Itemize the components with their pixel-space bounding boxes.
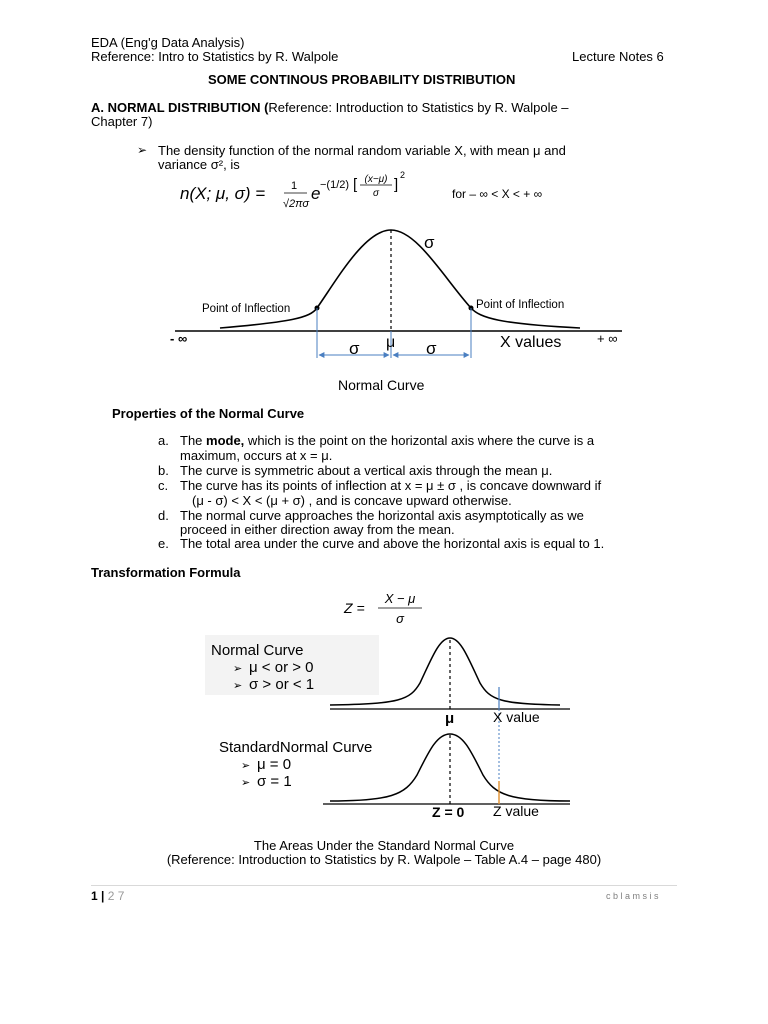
properties-heading: Properties of the Normal Curve <box>112 406 305 421</box>
svg-text:[: [ <box>353 176 358 193</box>
formula-coef-num: 1 <box>290 180 298 192</box>
std-bullet1-icon: ➢ <box>241 760 251 772</box>
property-e-letter: e. <box>158 536 169 551</box>
inflection-left-label: Point of Inflection <box>202 303 291 315</box>
x-value-label: X value <box>493 709 540 725</box>
table-caption-line2: (Reference: Introduction to Statistics by R. Walpole – Table A.4 – page 480) <box>166 852 602 867</box>
property-c-line2: (μ - σ) < X < (μ + σ) , and is concave upward otherwise. <box>192 493 512 508</box>
svg-text:]: ] <box>394 176 399 193</box>
normal-bullet1-icon: ➢ <box>233 663 243 675</box>
header-line1: EDA (Eng'g Data Analysis) <box>91 35 245 50</box>
property-e-text: The total area under the curve and above the horizontal axis is equal to 1. <box>180 536 605 551</box>
normal-curve-figure <box>160 218 640 398</box>
property-d-line1: The normal curve approaches the horizontal axis asymptotically as we <box>180 508 584 523</box>
bullet-arrow-icon: ➢ <box>137 143 148 157</box>
property-a-letter: a. <box>158 433 169 448</box>
z-numerator: X − μ <box>384 591 416 606</box>
std-bullet2-icon: ➢ <box>241 777 251 789</box>
section-a-ref: Reference: Introduction to Statistics by R. Walpole – <box>268 100 569 115</box>
section-a-bold: A. NORMAL DISTRIBUTION ( <box>91 100 269 115</box>
footer-author: c b l a m s i s <box>606 891 659 901</box>
property-a-text-2: which is the point on the horizontal axis where the curve is a <box>244 433 595 448</box>
table-caption-line1: The Areas Under the Standard Normal Curve <box>253 838 515 853</box>
normal-curve-caption: Normal Curve <box>338 377 425 393</box>
header-lecture: Lecture Notes 6 <box>572 49 664 64</box>
inflection-right-label: Point of Inflection <box>476 299 565 311</box>
property-c-letter: c. <box>158 478 169 493</box>
property-a-text-1: The <box>180 433 207 448</box>
pos-inf-label: + ∞ <box>597 331 618 346</box>
z-value-label: Z value <box>493 803 539 819</box>
footer-rule <box>91 885 677 886</box>
formula-exponent: −(1/2) <box>320 179 350 191</box>
mu-label: μ <box>386 334 396 351</box>
z-denominator: σ <box>396 611 404 626</box>
property-d-letter: d. <box>158 508 169 523</box>
formula-exp-base: e <box>311 184 321 203</box>
bullet-line1: The density function of the normal random variable X, with mean μ and <box>158 143 566 158</box>
property-a-mode: mode, <box>206 433 245 448</box>
property-b-text: The curve is symmetric about a vertical axis through the mean μ. <box>180 463 553 478</box>
header-reference: Reference: Intro to Statistics by R. Walpole <box>91 49 339 64</box>
transformation-formula <box>340 588 440 628</box>
bullet-line2: variance σ², is <box>158 157 240 172</box>
std-bullet2: σ = 1 <box>257 773 292 790</box>
mu-axis-label: μ <box>445 710 455 727</box>
std-bullet1: μ = 0 <box>257 756 292 773</box>
formula-range: for – ∞ < X < + ∞ <box>452 187 543 201</box>
z0-label: Z = 0 <box>432 804 465 820</box>
formula-inner-den: σ <box>372 188 380 199</box>
sigma-top-label: σ <box>424 233 435 252</box>
formula-inner-num: (x−μ) <box>364 174 388 185</box>
z-equals: Z = <box>344 600 365 616</box>
page-total: 2 7 <box>107 889 125 903</box>
formula-lhs: n(X; μ, σ) = <box>180 184 266 203</box>
page-number <box>91 889 124 903</box>
property-a-line2: maximum, occurs at x = μ. <box>180 448 333 463</box>
sigma-left-label: σ <box>349 339 360 358</box>
section-a-heading <box>91 100 569 115</box>
standard-curve-title: StandardNormal Curve <box>219 739 373 756</box>
transformation-heading: Transformation Formula <box>91 565 241 580</box>
x-values-label: X values <box>500 334 562 351</box>
neg-inf-label: - ∞ <box>170 331 188 346</box>
normal-curve-title: Normal Curve <box>211 642 304 659</box>
page-current: 1 <box>91 889 98 903</box>
property-b-letter: b. <box>158 463 169 478</box>
normal-bullet2-icon: ➢ <box>233 680 243 692</box>
property-c-line1: The curve has its points of inflection at x = μ ± σ , is concave downward if <box>180 478 602 493</box>
formula-coef-den: √2πσ <box>282 198 310 210</box>
property-d-line2: proceed in either direction away from the mean. <box>180 522 455 537</box>
normal-bullet1: μ < or > 0 <box>249 659 314 676</box>
density-formula <box>170 168 590 214</box>
normal-bullet2: σ > or < 1 <box>249 676 315 693</box>
sigma-right-label: σ <box>426 339 437 358</box>
formula-power: 2 <box>400 170 406 180</box>
transformation-figure <box>205 635 585 825</box>
page-sep: | <box>101 889 105 903</box>
page-title: SOME CONTINOUS PROBABILITY DISTRIBUTION <box>208 72 516 87</box>
section-a-heading-line2: Chapter 7) <box>91 114 153 129</box>
